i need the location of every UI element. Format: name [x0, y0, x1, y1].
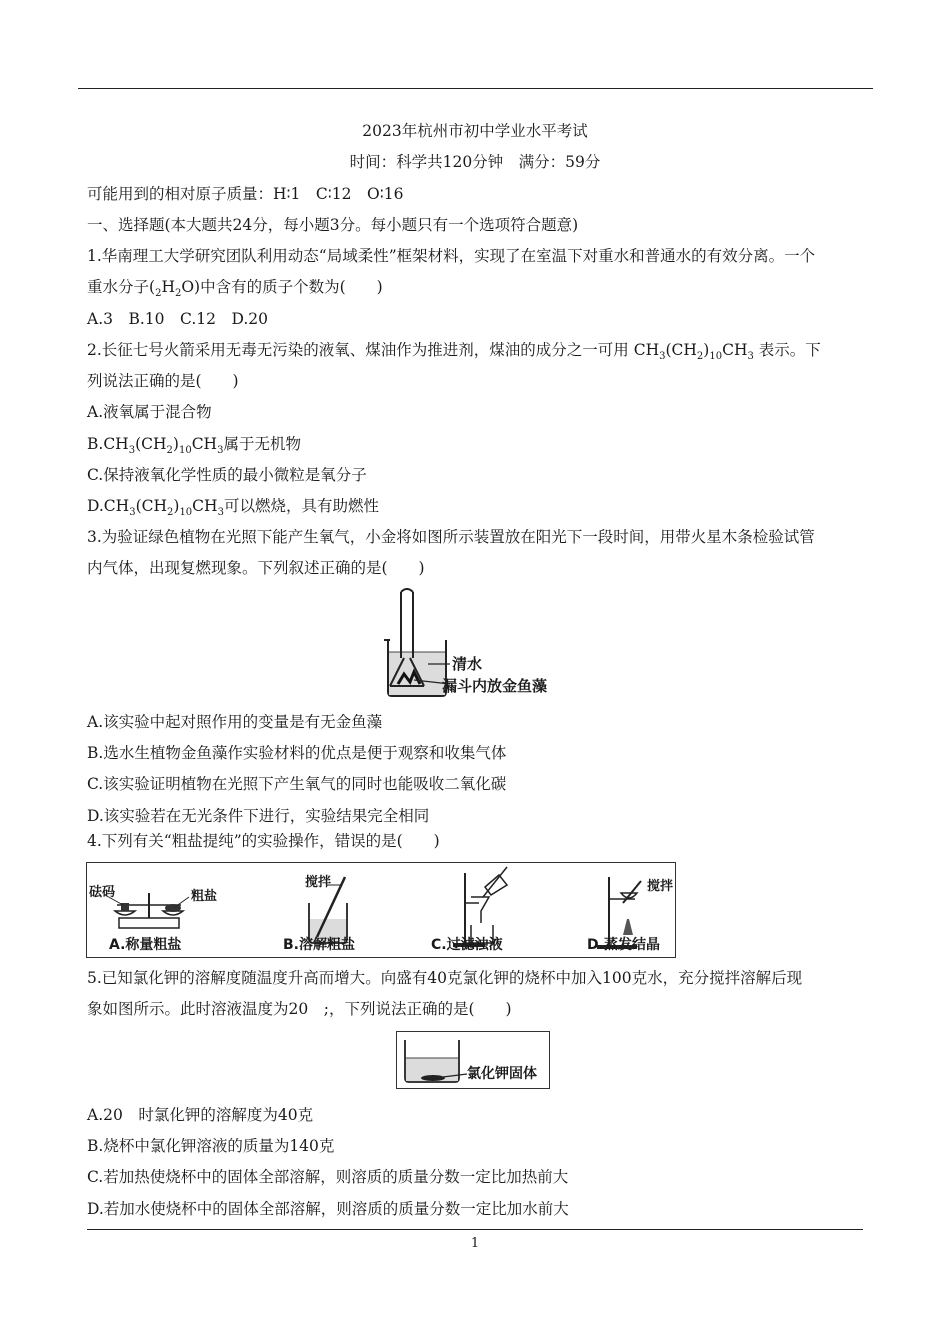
q5-figure-label: 氯化钾固体 [467, 1066, 537, 1082]
q2-option-d: $D.CH_3(CH_2)_{10}CH_3$可以燃烧，具有助燃性 [87, 497, 379, 518]
q4-caption-c: C.过滤浊液 [431, 937, 503, 953]
q3-option-c: C.该实验证明植物在光照下产生氧气的同时也能吸收二氧化碳 [87, 775, 507, 793]
q3-figure-label-plant: 漏斗内放金鱼藻 [442, 677, 548, 695]
q5-option-b: B.烧杯中氯化钾溶液的质量为140克 [87, 1137, 335, 1155]
q4-caption-d: D.蒸发结晶 [587, 937, 660, 953]
q2-line2: 列说法正确的是( ) [87, 372, 239, 390]
q4-line1: 4.下列有关“粗盐提纯”的实验操作，错误的是( ) [87, 832, 440, 850]
q3-figure-plant-apparatus [380, 588, 570, 700]
q2-option-a: A.液氧属于混合物 [87, 403, 212, 421]
q2-option-c: C.保持液氧化学性质的最小微粒是氧分子 [87, 466, 367, 484]
exam-title: 2023年杭州市初中学业水平考试 [362, 122, 588, 140]
atomic-masses: 可能用到的相对原子质量：H∶1 C∶12 O∶16 [87, 185, 404, 203]
top-rule [78, 88, 873, 89]
page-number: 1 [470, 1236, 480, 1251]
q4-caption-a: A.称量粗盐 [109, 937, 182, 953]
section-heading: 一、选择题(本大题共24分，每小题3分。每小题只有一个选项符合题意) [87, 216, 579, 234]
q4-label-salt: 粗盐 [191, 889, 218, 904]
q3-line2: 内气体，出现复燃现象。下列叙述正确的是( ) [87, 559, 425, 577]
balance-icon [105, 893, 189, 928]
q4-caption-b: B.溶解粗盐 [283, 937, 355, 953]
q5-option-a: A.20 时氯化钾的溶解度为40克 [87, 1106, 314, 1124]
q1-line2: 重水分子$(_2H_2O)$中含有的质子个数为( ) [87, 278, 383, 299]
q3-figure-label-water: 清水 [452, 655, 483, 673]
q2-line1: 2.长征七号火箭采用无毒无污染的液氧、煤油作为推进剂，煤油的成分之一可用 $CH_3(CH_2)_{10}CH_3$ 表示。下 [87, 341, 821, 362]
q3-option-a: A.该实验中起对照作用的变量是有无金鱼藻 [87, 713, 383, 731]
q1-line1: 1.华南理工大学研究团队利用动态“局域柔性”框架材料，实现了在室温下对重水和普通水的有效分离。一个 [87, 247, 816, 265]
q4-label-stir-b: 搅拌 [305, 875, 332, 890]
q4-label-weight: 砝码 [89, 885, 116, 900]
q5-option-c: C.若加热使烧杯中的固体全部溶解，则溶质的质量分数一定比加热前大 [87, 1168, 569, 1186]
q3-line1: 3.为验证绿色植物在光照下能产生氧气，小金将如图所示装置放在阳光下一段时间，用带火星木条检验试管 [87, 528, 815, 546]
q5-line2: 象如图所示。此时溶液温度为20 ;，下列说法正确的是( ) [87, 1000, 512, 1018]
q4-label-stir-d: 搅拌 [647, 879, 674, 894]
q2-option-b: $B.CH_3(CH_2)_{10}CH_3$属于无机物 [87, 435, 301, 456]
q1-options: A.3 B.10 C.12 D.20 [87, 310, 269, 328]
q3-option-d: D.该实验若在无光条件下进行，实验结果完全相同 [87, 807, 430, 825]
q4-figure-salt-purification [86, 862, 676, 958]
q5-option-d: D.若加水使烧杯中的固体全部溶解，则溶质的质量分数一定比加水前大 [87, 1200, 569, 1218]
q3-option-b: B.选水生植物金鱼藻作实验材料的优点是便于观察和收集气体 [87, 744, 507, 762]
exam-subtitle: 时间：科学共120分钟 满分：59分 [349, 153, 601, 171]
bottom-rule [87, 1229, 863, 1230]
q5-figure-beaker [396, 1031, 550, 1089]
q5-line1: 5.已知氯化钾的溶解度随温度升高而增大。向盛有40克氯化钾的烧杯中加入100克水，充分搅拌溶解后现 [87, 969, 803, 987]
